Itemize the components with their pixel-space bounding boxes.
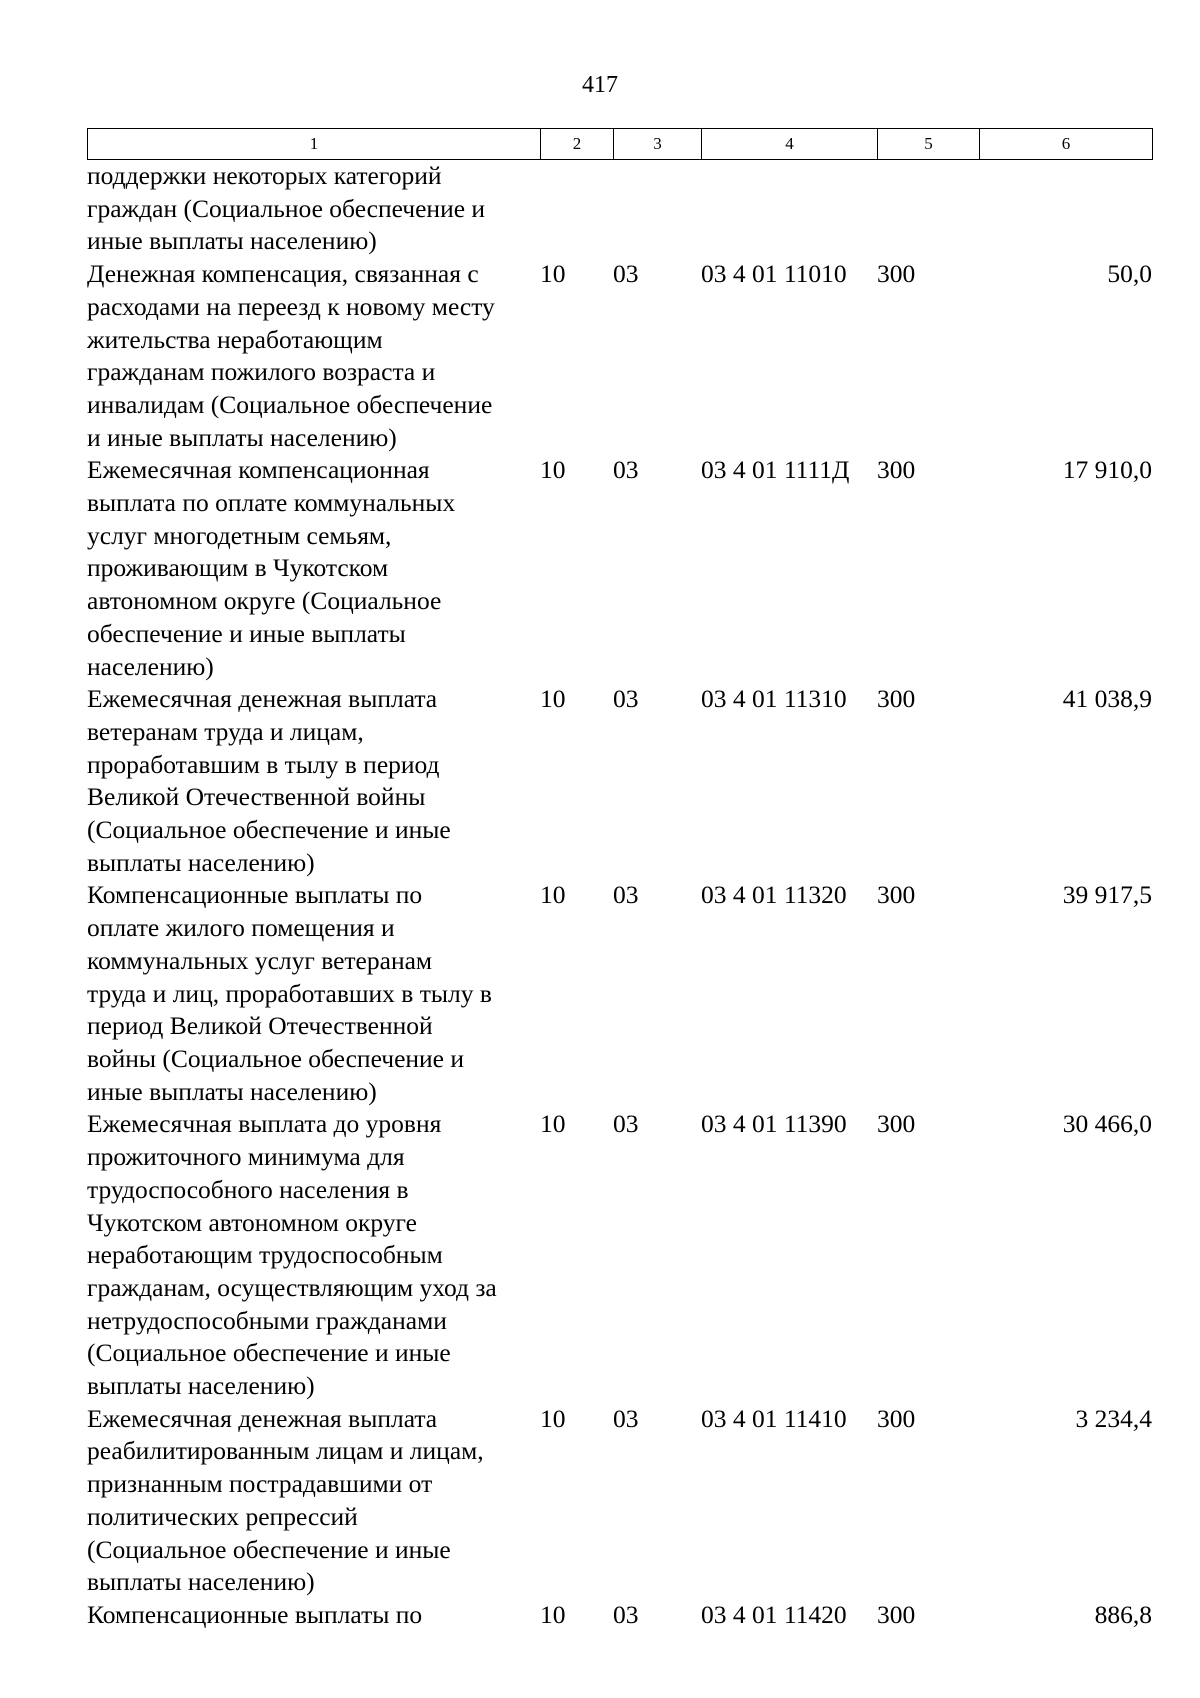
description-line: гражданам пожилого возраста и xyxy=(87,357,436,387)
table-row xyxy=(87,1108,1152,1402)
target-article-code: 03 4 01 11010 xyxy=(701,259,847,289)
expense-description xyxy=(87,683,540,879)
section-code: 10 xyxy=(540,880,566,910)
column-header-6: 6 xyxy=(980,129,1153,160)
target-article-code: 03 4 01 11410 xyxy=(701,1403,847,1433)
description-line: (Социальное обеспечение и иные xyxy=(87,1534,451,1564)
subsection-code: 03 xyxy=(613,880,639,910)
description-line: ветеранам труда и лицам, xyxy=(87,716,364,746)
expense-type-code: 300 xyxy=(877,1403,916,1433)
target-article-code: 03 4 01 1111Д xyxy=(701,455,850,485)
description-line: выплата по оплате коммунальных xyxy=(87,488,456,518)
table-row xyxy=(87,879,1152,1108)
table-row xyxy=(87,160,1152,258)
description-line: нетрудоспособными гражданами xyxy=(87,1305,447,1335)
description-line: жительства неработающим xyxy=(87,324,383,354)
section-code: 10 xyxy=(540,684,566,714)
description-line: (Социальное обеспечение и иные xyxy=(87,815,451,845)
description-line: Ежемесячная денежная выплата xyxy=(87,1403,438,1433)
amount-value: 41 038,9 xyxy=(1062,684,1152,714)
description-line: поддержки некоторых категорий xyxy=(87,161,442,190)
section-code xyxy=(540,160,613,258)
expense-type-code: 300 xyxy=(877,455,916,485)
target-article-code: 03 4 01 11320 xyxy=(701,880,847,910)
column-header-5: 5 xyxy=(878,129,980,160)
subsection-code: 03 xyxy=(613,1403,639,1433)
expense-type-code xyxy=(877,160,979,258)
expense-type-code: 300 xyxy=(877,880,916,910)
expense-type-code: 300 xyxy=(877,259,916,289)
section-code: 10 xyxy=(540,455,566,485)
description-line: Компенсационные выплаты по xyxy=(87,1599,423,1629)
subsection-code: 03 xyxy=(613,1599,639,1629)
description-line: населению) xyxy=(87,651,214,681)
description-line: иные выплаты населению) xyxy=(87,226,377,256)
description-line: войны (Социальное обеспечение и xyxy=(87,1043,465,1073)
amount-value: 50,0 xyxy=(1107,259,1152,289)
description-line: признанным пострадавшими от xyxy=(87,1469,433,1499)
description-line: Ежемесячная выплата до уровня xyxy=(87,1109,442,1139)
section-code: 10 xyxy=(540,1599,566,1629)
table-row xyxy=(87,683,1152,879)
expense-description xyxy=(87,879,540,1108)
column-header-table xyxy=(87,128,1153,160)
description-line: граждан (Социальное обеспечение и xyxy=(87,193,486,223)
expense-description xyxy=(87,1403,540,1599)
description-line: проживающим в Чукотском xyxy=(87,553,389,583)
budget-table-body xyxy=(87,160,1152,1632)
amount-value: 886,8 xyxy=(1094,1599,1152,1629)
expense-description xyxy=(87,454,540,683)
description-line: Компенсационные выплаты по xyxy=(87,880,423,910)
amount-value: 3 234,4 xyxy=(1075,1403,1152,1433)
column-header-3: 3 xyxy=(614,129,702,160)
expense-description xyxy=(87,160,540,258)
description-line: неработающим трудоспособным xyxy=(87,1240,443,1270)
section-code: 10 xyxy=(540,259,566,289)
description-line: Чукотском автономном округе xyxy=(87,1207,417,1237)
description-line: услуг многодетным семьям, xyxy=(87,520,392,550)
target-article-code xyxy=(701,160,877,258)
table-row xyxy=(87,1599,1152,1632)
expense-type-code: 300 xyxy=(877,1599,916,1629)
description-line: коммунальных услуг ветеранам xyxy=(87,945,433,975)
description-line: Денежная компенсация, связанная с xyxy=(87,259,479,289)
description-line: Ежемесячная компенсационная xyxy=(87,455,430,485)
target-article-code: 03 4 01 11310 xyxy=(701,684,847,714)
expense-description xyxy=(87,258,540,454)
description-line: автономном округе (Социальное xyxy=(87,586,442,616)
description-line: реабилитированным лицам и лицам, xyxy=(87,1436,484,1466)
description-line: труда и лиц, проработавших в тылу в xyxy=(87,978,492,1008)
description-line: иные выплаты населению) xyxy=(87,1076,377,1106)
subsection-code: 03 xyxy=(613,684,639,714)
subsection-code: 03 xyxy=(613,455,639,485)
column-header-2: 2 xyxy=(541,129,614,160)
description-line: выплаты населению) xyxy=(87,1371,315,1401)
amount-value: 17 910,0 xyxy=(1062,455,1152,485)
expense-description xyxy=(87,1599,540,1632)
description-line: период Великой Отечественной xyxy=(87,1011,433,1041)
description-line: выплаты населению) xyxy=(87,847,315,877)
target-article-code: 03 4 01 11390 xyxy=(701,1109,847,1139)
column-header-4: 4 xyxy=(702,129,878,160)
column-header-1: 1 xyxy=(88,129,541,160)
table-row xyxy=(87,258,1152,454)
description-line: Ежемесячная денежная выплата xyxy=(87,684,438,714)
target-article-code: 03 4 01 11420 xyxy=(701,1599,847,1629)
expense-type-code: 300 xyxy=(877,1109,916,1139)
description-line: расходами на переезд к новому месту xyxy=(87,291,495,321)
description-line: обеспечение и иные выплаты xyxy=(87,618,406,648)
description-line: гражданам, осуществляющим уход за xyxy=(87,1272,497,1302)
description-line: и иные выплаты населению) xyxy=(87,422,397,452)
description-line: проработавшим в тылу в период xyxy=(87,749,440,779)
description-line: Великой Отечественной войны xyxy=(87,782,426,812)
subsection-code xyxy=(613,160,701,258)
table-row xyxy=(87,1403,1152,1599)
description-line: прожиточного минимума для xyxy=(87,1142,405,1172)
expense-type-code: 300 xyxy=(877,684,916,714)
section-code: 10 xyxy=(540,1403,566,1433)
amount-value: 39 917,5 xyxy=(1062,880,1152,910)
description-line: (Социальное обеспечение и иные xyxy=(87,1338,451,1368)
table-row xyxy=(87,454,1152,683)
column-header-row xyxy=(88,129,1153,160)
section-code: 10 xyxy=(540,1109,566,1139)
description-line: выплаты населению) xyxy=(87,1567,315,1597)
amount-value xyxy=(979,160,1152,258)
description-line: инвалидам (Социальное обеспечение xyxy=(87,389,493,419)
amount-value: 30 466,0 xyxy=(1062,1109,1152,1139)
subsection-code: 03 xyxy=(613,259,639,289)
description-line: политических репрессий xyxy=(87,1501,358,1531)
expense-description xyxy=(87,1108,540,1402)
description-line: трудоспособного населения в xyxy=(87,1174,409,1204)
subsection-code: 03 xyxy=(613,1109,639,1139)
page-number: 417 xyxy=(582,72,618,98)
description-line: оплате жилого помещения и xyxy=(87,913,395,943)
